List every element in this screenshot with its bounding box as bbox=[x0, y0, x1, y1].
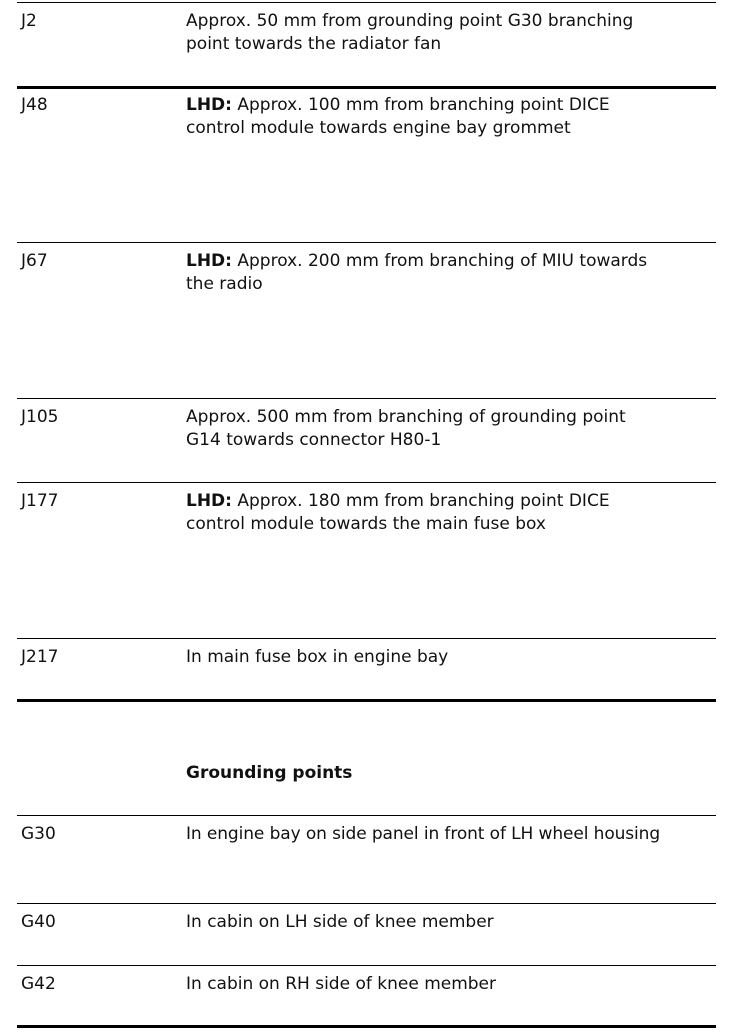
junction-code: J105 bbox=[21, 407, 59, 427]
lhd-label: LHD: bbox=[186, 95, 232, 115]
description-line: Approx. 50 mm from grounding point G30 branching bbox=[186, 11, 634, 31]
row-divider bbox=[17, 965, 716, 966]
ground-description: In cabin on RH side of knee member bbox=[186, 974, 497, 994]
row-divider bbox=[17, 86, 716, 89]
description-line: In main fuse box in engine bay bbox=[186, 647, 449, 667]
description-line: G14 towards connector H80-1 bbox=[186, 430, 442, 450]
lhd-label: LHD: bbox=[186, 491, 232, 511]
section-title: Grounding points bbox=[186, 763, 353, 783]
junction-description bbox=[186, 490, 716, 536]
junction-description bbox=[186, 10, 716, 56]
grounding-bottom-rule bbox=[17, 1025, 716, 1028]
junction-code: J177 bbox=[21, 491, 59, 511]
row-divider bbox=[17, 398, 716, 399]
row-divider bbox=[17, 638, 716, 639]
ground-code: G42 bbox=[21, 974, 56, 994]
row-divider bbox=[17, 242, 716, 243]
table-bottom-rule bbox=[17, 699, 716, 702]
junction-code: J217 bbox=[21, 647, 59, 667]
ground-description: In cabin on LH side of knee member bbox=[186, 912, 494, 932]
description-line: control module towards the main fuse box bbox=[186, 514, 546, 534]
junction-code: J67 bbox=[21, 251, 48, 271]
junction-description bbox=[186, 646, 716, 669]
lhd-label: LHD: bbox=[186, 251, 232, 271]
description-line: Approx. 500 mm from branching of grounding point bbox=[186, 407, 626, 427]
description-line: point towards the radiator fan bbox=[186, 34, 442, 54]
junction-description bbox=[186, 94, 716, 140]
grounding-top-rule bbox=[17, 815, 716, 816]
description-line: Approx. 200 mm from branching of MIU towards bbox=[231, 251, 648, 271]
row-divider bbox=[17, 903, 716, 904]
table-top-rule bbox=[17, 2, 716, 3]
junction-code: J48 bbox=[21, 95, 48, 115]
ground-code: G40 bbox=[21, 912, 56, 932]
row-divider bbox=[17, 482, 716, 483]
description-line: Approx. 180 mm from branching point DICE bbox=[231, 491, 610, 511]
junction-code: J2 bbox=[21, 11, 37, 31]
description-line: control module towards engine bay grommet bbox=[186, 118, 571, 138]
description-line: Approx. 100 mm from branching point DICE bbox=[231, 95, 610, 115]
ground-description: In engine bay on side panel in front of LH wheel housing bbox=[186, 824, 661, 844]
description-line: the radio bbox=[186, 274, 263, 294]
junction-description bbox=[186, 406, 716, 452]
ground-code: G30 bbox=[21, 824, 56, 844]
junction-description bbox=[186, 250, 716, 296]
